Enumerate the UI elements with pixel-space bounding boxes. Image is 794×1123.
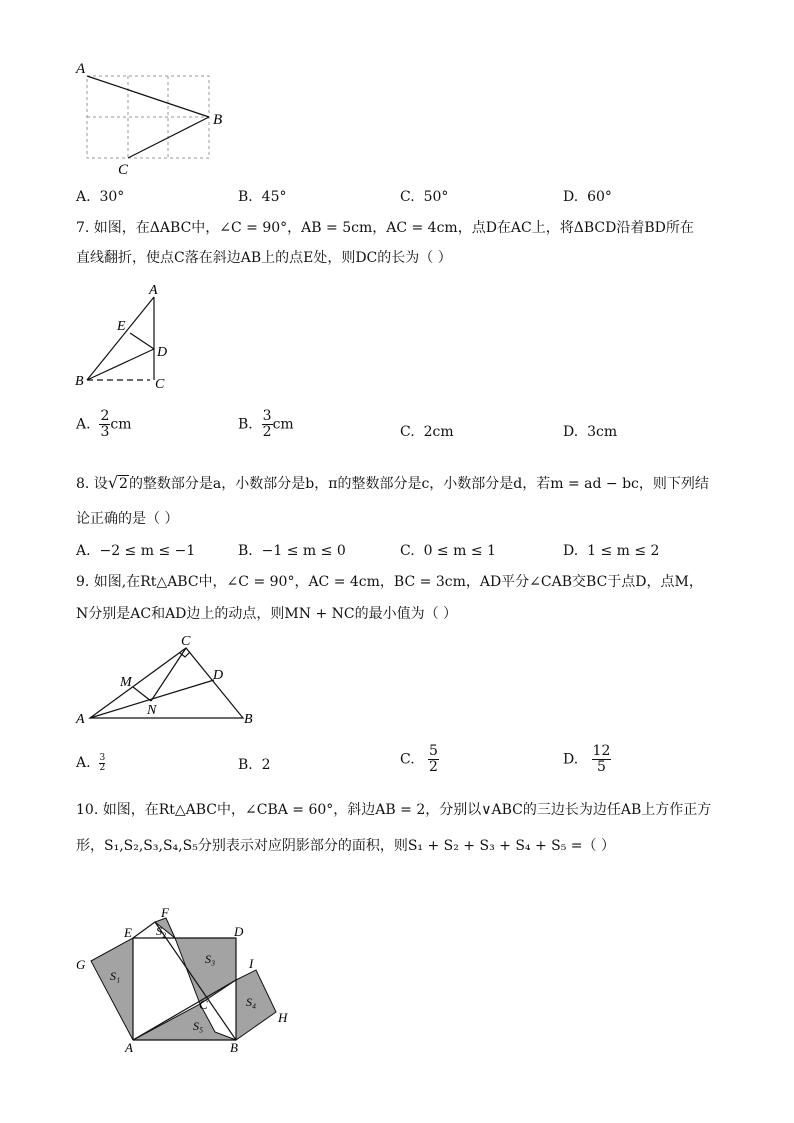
q10-label-s1: S₁ [110,969,121,983]
q8-option-a: A. −2 ≤ m ≤ −1 [76,543,196,559]
q9-stem-line1: 9. 如图,在Rt△ABC中，∠C = 90°，AC = 4cm，BC = 3cm，AD平分∠CAB交BC于点D，点M， [76,574,703,590]
q9-label-b: B [244,712,253,727]
q10-label-e: E [124,925,132,940]
q9-figure [70,628,270,728]
q9-label-n: N [147,703,157,718]
q6-figure [70,56,230,178]
q9-option-d: D. $\frac{12}{5}$ [563,743,611,775]
q10-label-d: D [234,924,244,939]
q10-label-s5: S₅ [193,1019,204,1033]
q6-label-b: B [213,112,223,128]
q7-label-a: A [149,283,158,298]
q9-label-a: A [76,712,85,727]
q10-label-c: C [199,997,208,1012]
q8-option-b: B. −1 ≤ m ≤ 0 [238,543,346,559]
q6-label-a: A [76,61,86,77]
q6-option-d: D. 60° [563,189,612,205]
q8-stem-line1: 8. 设√2的整数部分是a，小数部分是b，π的整数部分是c，小数部分是d，若m = ad − bc，则下列结 [76,473,709,492]
q9-label-c: C [181,634,191,649]
q9-label-d: D [213,668,224,683]
q7-stem-line1: 7. 如图，在ΔABC中，∠C = 90°，AB = 5cm，AC = 4cm，点D在AC上，将ΔBCD沿着BD所在 [76,220,694,236]
sqrt-symbol: √ [107,473,119,492]
q7-option-c: C. 2cm [400,424,454,440]
q9-option-c: C. $\frac{5}{2}$ [400,743,438,775]
q10-figure [70,900,300,1060]
q10-region-s1 [91,938,133,1040]
q7-label-c: C [155,377,165,392]
q6-option-b: B. 45° [238,189,287,205]
q10-label-s3: S₃ [205,952,216,966]
q7-label-b: B [75,374,84,389]
q10-label-a: A [125,1040,133,1055]
q7-label-e: E [117,319,126,334]
q10-label-s2: S₂ [156,924,167,938]
q6-segment-ab [87,76,209,117]
q6-option-a: A. 30° [76,189,125,205]
q6-option-c: C. 50° [400,189,449,205]
q7-option-d: D. 3cm [563,424,618,440]
q10-label-b: B [230,1040,238,1055]
q10-label-f: F [161,905,169,920]
q7-option-b: B. $\frac{3}{2}$ cm [238,408,294,440]
q8-option-d: D. 1 ≤ m ≤ 2 [563,543,660,559]
q7-label-d: D [157,345,168,360]
q9-label-m: M [120,675,132,690]
q7-stem-line2: 直线翻折，使点C落在斜边AB上的点E处，则DC的长为（ ） [76,250,452,266]
q8-option-c: C. 0 ≤ m ≤ 1 [400,543,496,559]
q10-stem-line2: 形，S₁,S₂,S₃,S₄,S₅分别表示对应阴影部分的面积，则S₁ + S₂ + S₃ + S₄ + S₅ =（ ） [76,838,615,854]
q9-option-b: B. 2 [238,757,271,773]
q10-region-s3 [175,938,236,1004]
q9-option-a: A. $\frac{3}{2}$ [76,752,106,773]
q7-option-a: A. $\frac{2}{3}$ cm [76,408,132,440]
q8-stem-line2: 论正确的是（ ） [76,511,179,527]
q10-label-g: G [76,957,86,972]
q10-label-i: I [249,956,254,971]
q6-grid [87,76,209,158]
q6-segment-bc [128,117,209,158]
q7-figure [70,280,180,392]
q9-stem-line2: N分别是AC和AD边上的动点，则MN + NC的最小值为（ ） [76,606,458,622]
q6-label-c: C [118,162,129,178]
q10-label-s4: S₄ [246,995,257,1009]
q10-stem-line1: 10. 如图，在Rt△ABC中，∠CBA = 60°，斜边AB = 2，分别以∨ABC的三边长为边任AB上方作正方 [76,802,712,818]
q10-label-h: H [278,1010,288,1025]
